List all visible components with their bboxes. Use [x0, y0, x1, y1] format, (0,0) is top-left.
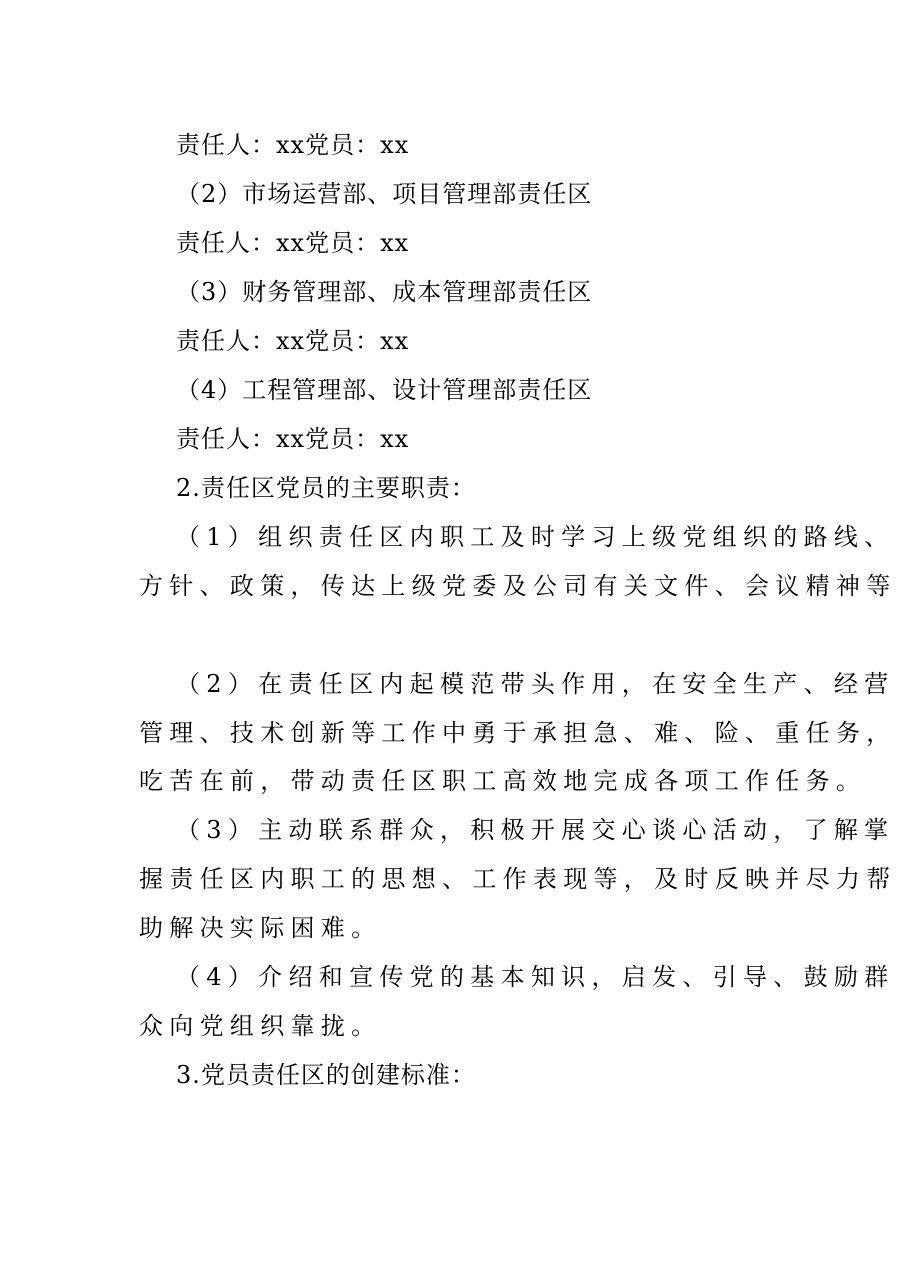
duty-3-line-3: 助解决实际困难。 — [139, 914, 382, 942]
duty-2-line-3: 吃苦在前，带动责任区职工高效地完成各项工作任务。 — [139, 767, 867, 795]
zone-heading-3: （3）财务管理部、成本管理部责任区 — [176, 278, 593, 306]
responsible-person-line-4: 责任人：xx党员：xx — [176, 425, 410, 453]
zone-heading-2: （2）市场运营部、项目管理部责任区 — [176, 180, 593, 208]
responsible-person-line-3: 责任人：xx党员：xx — [176, 327, 410, 355]
duty-3-line-2: 握责任区内职工的思想、工作表现等，及时反映并尽力帮 — [139, 865, 897, 893]
responsible-person-line-2: 责任人：xx党员：xx — [176, 229, 410, 257]
zone-heading-4: （4）工程管理部、设计管理部责任区 — [176, 376, 593, 404]
duty-2-line-1: （2）在责任区内起模范带头作用，在安全生产、经营 — [176, 670, 895, 698]
duty-1-line-1: （1）组织责任区内职工及时学习上级党组织的路线、 — [176, 523, 895, 551]
section-heading-2: 2.责任区党员的主要职责： — [176, 474, 476, 502]
duty-4-line-2: 众向党组织靠拢。 — [139, 1012, 382, 1040]
section-heading-3: 3.党员责任区的创建标准： — [176, 1061, 476, 1089]
duty-4-line-1: （4）介绍和宣传党的基本知识，启发、引导、鼓励群 — [176, 963, 895, 991]
duty-3-line-1: （3）主动联系群众，积极开展交心谈心活动，了解掌 — [176, 816, 895, 844]
responsible-person-line-1: 责任人：xx党员：xx — [176, 131, 410, 159]
duty-1-line-2: 方针、政策，传达上级党委及公司有关文件、会议精神等 — [139, 572, 897, 600]
duty-2-line-2: 管理、技术创新等工作中勇于承担急、难、险、重任务， — [139, 719, 897, 747]
